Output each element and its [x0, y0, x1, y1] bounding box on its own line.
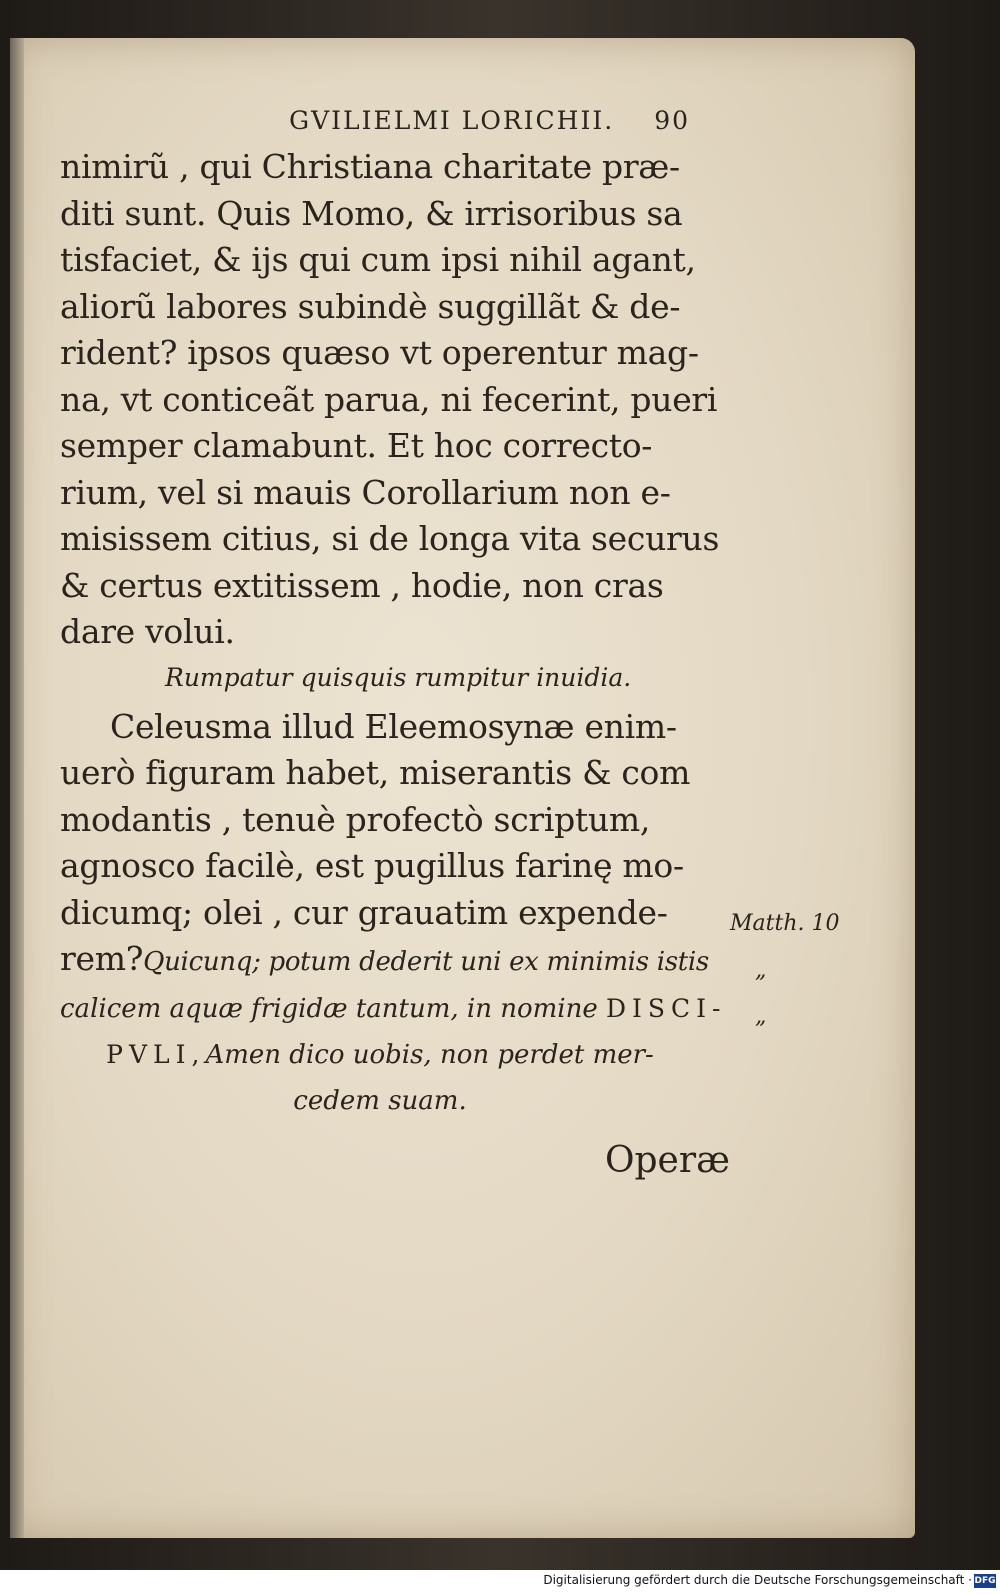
dfg-logo: DFG [974, 1576, 996, 1586]
funding-credit: Digitalisierung gefördert durch die Deutsche Forschungsgemeinschaft · [543, 1573, 972, 1587]
text-line: aliorũ labores subindè suggillãt & de- [60, 286, 681, 326]
text-line: na, vt conticeãt parua, ni fecerint, pueri [60, 379, 718, 419]
marginal-quote-mark: „ [755, 958, 767, 983]
roman-fragment: rem? [60, 939, 144, 978]
mixed-text-line [60, 936, 709, 986]
footer-bar [0, 1570, 1000, 1594]
text-line: dare volui. [60, 612, 235, 651]
text-line: & certus extitissem , hodie, non cras [60, 565, 664, 605]
text-line: diti sunt. Quis Momo, & irrisoribus sa [60, 193, 683, 233]
italic-text-line: cedem suam. [293, 1085, 467, 1116]
marginal-quote-mark: „ [755, 1004, 767, 1029]
text-line: rident? ipsos quæso vt operentur mag- [60, 333, 699, 372]
italic-fragment: Quicunq; potum dederit uni ex minimis istis [143, 947, 709, 977]
page-number: 90 [654, 106, 690, 135]
marginal-reference: Matth. 10 [730, 911, 840, 936]
page-gutter [10, 38, 24, 1538]
small-caps-fragment: DISCI- [606, 993, 727, 1023]
italic-fragment: Amen dico uobis, non perdet mer- [205, 1039, 654, 1070]
running-head-title: GVILIELMI LORICHII. [289, 106, 615, 135]
italic-fragment: calicem aquæ frigidæ tantum, in nomine [60, 993, 598, 1024]
running-head [60, 98, 700, 144]
text-line: misissem citius, si de longa vita securus [60, 519, 720, 558]
text-line: nimirũ , qui Christiana charitate præ- [60, 147, 680, 186]
text-line: semper clamabunt. Et hoc correcto- [60, 426, 653, 465]
small-caps-fragment: PVLI, [106, 1039, 206, 1069]
quotation-line: Rumpatur quisquis rumpitur inuidia. [165, 662, 632, 692]
text-line: modantis , tenuè profectò scriptum, [60, 799, 651, 839]
catchword: Operæ [605, 1140, 730, 1181]
text-line: dicumq; olei , cur grauatim expende- [60, 892, 668, 932]
italic-text-line [60, 1032, 700, 1078]
text-line: uerò figuram habet, miserantis & com [60, 753, 691, 792]
text-line: agnosco facilè, est pugillus farinę mo- [60, 846, 684, 885]
text-line: tisfaciet, & ijs qui cum ipsi nihil agant, [60, 240, 696, 279]
text-line: rium, vel si mauis Corollarium non e- [60, 472, 671, 512]
italic-text-line [60, 986, 727, 1032]
page-text [60, 98, 727, 1124]
book-page [10, 38, 915, 1538]
text-line: Celeusma illud Eleemosynæ enim- [110, 706, 677, 746]
